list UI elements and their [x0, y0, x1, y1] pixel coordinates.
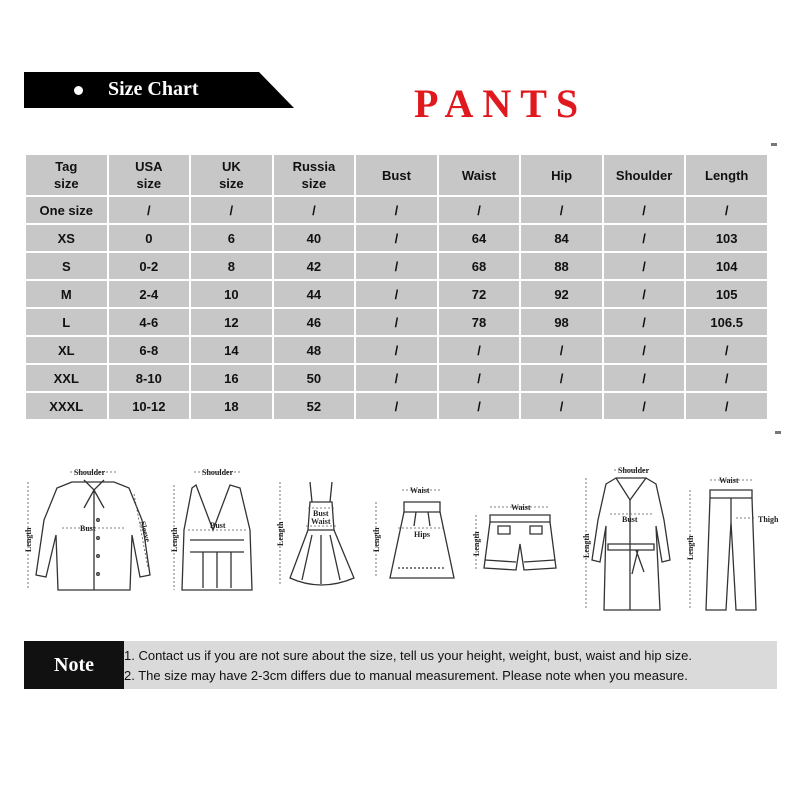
tag-size-cell: L: [25, 308, 108, 336]
table-body: [25, 196, 768, 420]
tag-size-cell: XXL: [25, 364, 108, 392]
tag-size-cell: One size: [25, 196, 108, 224]
table-cell: 52: [273, 392, 356, 420]
coat-diagram: [580, 460, 680, 625]
header-waist: Waist: [438, 154, 521, 196]
corner-mark: [771, 143, 777, 146]
tag-size-cell: XXXL: [25, 392, 108, 420]
table-row: [25, 308, 768, 336]
header-bust: Bust: [355, 154, 438, 196]
table-cell: 50: [273, 364, 356, 392]
table-cell: /: [355, 336, 438, 364]
page-title: PANTS: [414, 81, 588, 126]
table-cell: /: [685, 196, 768, 224]
table-cell: /: [355, 364, 438, 392]
table-cell: 78: [438, 308, 521, 336]
table-cell: /: [355, 308, 438, 336]
trousers-diagram: [682, 460, 792, 625]
table-cell: 92: [520, 280, 603, 308]
shirt-sleeve-label: Sleeve: [138, 520, 153, 544]
table-cell: 88: [520, 252, 603, 280]
shorts-length-label: Length: [472, 531, 481, 556]
table-cell: 72: [438, 280, 521, 308]
header-text: Tag: [55, 159, 78, 174]
vest-shoulder-label: Shoulder: [202, 468, 234, 477]
table-cell: /: [603, 364, 686, 392]
table-row: [25, 336, 768, 364]
tag-size-cell: S: [25, 252, 108, 280]
trousers-waist-label: Waist: [719, 476, 739, 485]
shorts-diagram: [470, 460, 570, 600]
table-cell: 6-8: [108, 336, 191, 364]
shirt-shoulder-label: Shoulder: [74, 468, 106, 477]
table-cell: /: [520, 392, 603, 420]
trousers-thigh-label: Thigh: [758, 515, 779, 524]
table-cell: /: [273, 196, 356, 224]
table-cell: 16: [190, 364, 273, 392]
table-cell: 0-2: [108, 252, 191, 280]
table-cell: 42: [273, 252, 356, 280]
tag-size-cell: XS: [25, 224, 108, 252]
coat-length-label: Length: [582, 533, 591, 558]
table-cell: /: [603, 392, 686, 420]
table-row: [25, 252, 768, 280]
shirt-bust-label: Bust: [80, 524, 96, 533]
table-cell: /: [355, 196, 438, 224]
coat-shoulder-label: Shoulder: [618, 466, 650, 475]
table-cell: 14: [190, 336, 273, 364]
header-text: size: [53, 176, 79, 191]
header-usa-size: [108, 154, 191, 196]
table-cell: 44: [273, 280, 356, 308]
table-cell: /: [520, 336, 603, 364]
table-cell: /: [438, 392, 521, 420]
vest-diagram: [168, 460, 268, 600]
size-chart-banner: [24, 72, 294, 108]
table-cell: 10-12: [108, 392, 191, 420]
table-cell: /: [438, 336, 521, 364]
table-cell: /: [685, 364, 768, 392]
table-row: [25, 224, 768, 252]
table-cell: /: [603, 224, 686, 252]
table-cell: /: [603, 280, 686, 308]
table-cell: /: [355, 392, 438, 420]
skirt-length-label: Length: [372, 527, 381, 552]
table-cell: 105: [685, 280, 768, 308]
table-cell: /: [603, 252, 686, 280]
header-length: Length: [685, 154, 768, 196]
table-cell: 48: [273, 336, 356, 364]
dress-bust-label: Bust: [313, 509, 329, 518]
table-cell: /: [603, 196, 686, 224]
table-cell: 6: [190, 224, 273, 252]
banner-label: Size Chart: [108, 78, 199, 100]
table-cell: /: [603, 336, 686, 364]
note-box: [24, 641, 777, 689]
header-text: size: [136, 176, 162, 191]
note-line-1: 1. Contact us if you are not sure about the size, tell us your height, weight, bust, waist and hip size.: [124, 648, 692, 663]
table-cell: /: [438, 196, 521, 224]
table-cell: 12: [190, 308, 273, 336]
vest-bust-label: Bust: [210, 521, 226, 530]
table-row: [25, 364, 768, 392]
table-cell: 68: [438, 252, 521, 280]
table-cell: /: [603, 308, 686, 336]
coat-bust-label: Bust: [622, 515, 638, 524]
table-cell: 10: [190, 280, 273, 308]
header-text: Russia: [292, 159, 336, 174]
trousers-length-label: Length: [686, 535, 695, 560]
header-hip: Hip: [520, 154, 603, 196]
table-cell: 64: [438, 224, 521, 252]
table-cell: 104: [685, 252, 768, 280]
measurement-diagrams: [0, 455, 800, 630]
table-cell: /: [355, 280, 438, 308]
table-cell: 103: [685, 224, 768, 252]
shorts-waist-label: Waist: [511, 503, 531, 512]
vest-length-label: Length: [170, 527, 179, 552]
size-table: [24, 153, 769, 421]
header-uk-size: [190, 154, 273, 196]
shirt-length-label: Length: [24, 527, 33, 552]
note-line-2: 2. The size may have 2-3cm differs due to manual measurement. Please note when you measure.: [124, 668, 688, 683]
skirt-waist-label: Waist: [410, 486, 430, 495]
corner-mark: [775, 431, 781, 434]
skirt-hips-label: Hips: [414, 530, 431, 539]
table-row: [25, 280, 768, 308]
header-text: size: [219, 176, 244, 191]
table-cell: 2-4: [108, 280, 191, 308]
skirt-diagram: [368, 460, 468, 600]
table-cell: 8: [190, 252, 273, 280]
table-cell: 84: [520, 224, 603, 252]
table-cell: /: [685, 336, 768, 364]
table-cell: 46: [273, 308, 356, 336]
table-cell: /: [108, 196, 191, 224]
table-cell: 8-10: [108, 364, 191, 392]
table-cell: 98: [520, 308, 603, 336]
bullet-icon: [74, 86, 83, 95]
table-cell: /: [438, 364, 521, 392]
table-cell: 40: [273, 224, 356, 252]
table-cell: 106.5: [685, 308, 768, 336]
header-text: USA: [135, 159, 163, 174]
table-cell: /: [520, 364, 603, 392]
note-label: Note: [24, 641, 124, 689]
table-cell: /: [190, 196, 273, 224]
header-shoulder: Shoulder: [603, 154, 686, 196]
tag-size-cell: XL: [25, 336, 108, 364]
table-header-row: [25, 154, 768, 196]
dress-waist-label: Waist: [311, 517, 331, 526]
dress-diagram: [274, 460, 364, 600]
header-text: UK: [221, 159, 241, 174]
table-cell: 0: [108, 224, 191, 252]
table-row: [25, 392, 768, 420]
dress-length-label: Length: [276, 521, 285, 546]
table-row: [25, 196, 768, 224]
shirt-diagram: [22, 460, 172, 600]
header-tag-size: [25, 154, 108, 196]
header-text: size: [301, 176, 327, 191]
table-cell: 4-6: [108, 308, 191, 336]
table-cell: /: [685, 392, 768, 420]
table-cell: /: [355, 252, 438, 280]
table-cell: /: [355, 224, 438, 252]
header-russia-size: [273, 154, 356, 196]
table-cell: 18: [190, 392, 273, 420]
table-cell: /: [520, 196, 603, 224]
tag-size-cell: M: [25, 280, 108, 308]
